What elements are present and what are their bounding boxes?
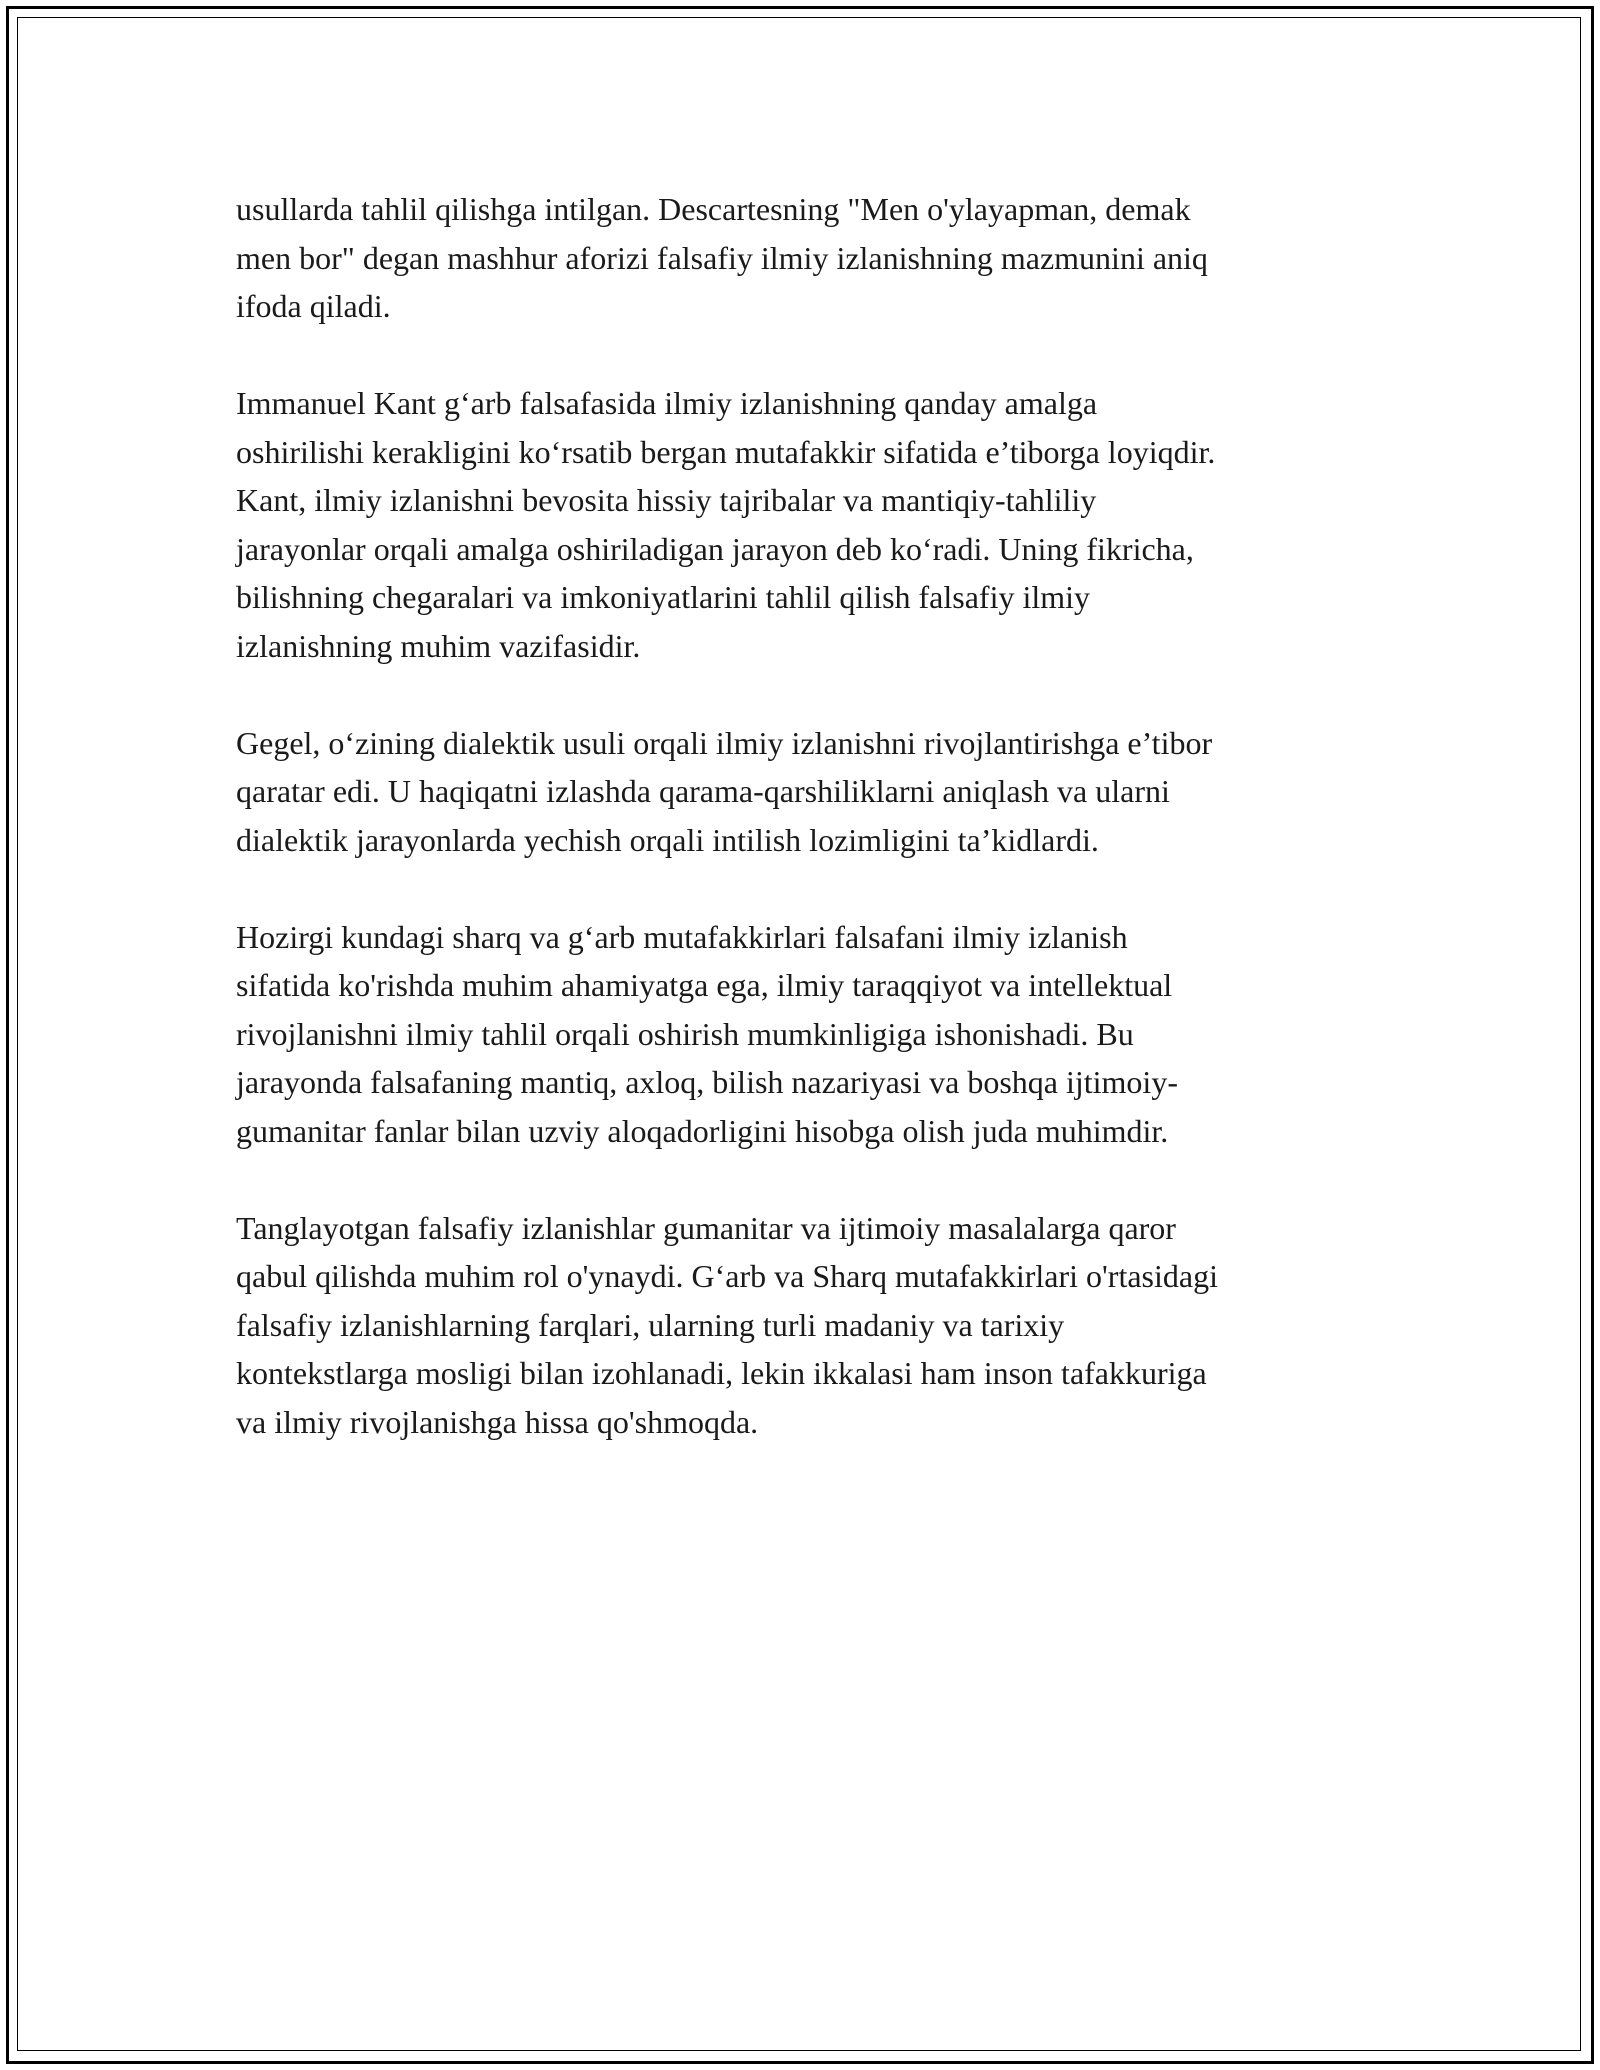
text-line: ifoda qiladi. — [236, 288, 391, 324]
text-line: jarayonda falsafaning mantiq, axloq, bilish nazariyasi va boshqa ijtimoiy- — [236, 1064, 1178, 1100]
text-line: oshirilishi kerakligini ko‘rsatib bergan mutafakkir sifatida e’tiborga loyiqdir. — [236, 433, 1216, 470]
text-line: usullarda tahlil qilishga intilgan. Descartesning "Men o'ylayapman, demak — [236, 191, 1191, 227]
text-line: izlanishning muhim vazifasidir. — [236, 627, 641, 664]
text-line: Hozirgi kundagi sharq va g‘arb mutafakkirlari falsafani ilmiy izlanish — [236, 918, 1128, 955]
text-line: dialektik jarayonlarda yechish orqali intilish lozimligini ta’kidlardi. — [236, 821, 1099, 858]
text-line: Kant, ilmiy izlanishni bevosita hissiy tajribalar va mantiqiy-tahliliy — [236, 482, 1097, 518]
text-line: jarayonlar orqali amalga oshiriladigan jarayon deb ko‘radi. Uning fikricha, — [236, 530, 1194, 567]
text-line: kontekstlarga mosligi bilan izohlanadi, lekin ikkalasi ham inson tafakkuriga — [236, 1355, 1207, 1391]
text-line: sifatida ko'rishda muhim ahamiyatga ega, ilmiy taraqqiyot va intellektual — [236, 967, 1173, 1003]
paragraph-descartes — [236, 185, 1386, 331]
text-line: gumanitar fanlar bilan uzviy aloqadorligini hisobga olish juda muhimdir. — [236, 1112, 1169, 1149]
paragraph-kant — [236, 379, 1386, 670]
text-line: va ilmiy rivojlanishga hissa qo'shmoqda. — [236, 1403, 759, 1440]
paragraph-hegel — [236, 719, 1386, 865]
text-line: falsafiy izlanishlarning farqlari, ularning turli madaniy va tarixiy — [236, 1306, 1065, 1343]
text-line: Immanuel Kant g‘arb falsafasida ilmiy izlanishning qanday amalga — [236, 385, 1098, 421]
text-line: qabul qilishda muhim rol o'ynaydi. G‘arb va Sharq mutafakkirlari o'rtasidagi — [236, 1258, 1218, 1294]
text-line: Gegel, o‘zining dialektik usuli orqali ilmiy izlanishni rivojlantirishga e’tibor — [236, 724, 1213, 761]
text-line: rivojlanishni ilmiy tahlil orqali oshirish mumkinligiga ishonishadi. Bu — [236, 1015, 1134, 1052]
text-line: bilishning chegaralari va imkoniyatlarini tahlil qilish falsafiy ilmiy — [236, 579, 1091, 615]
document-body — [236, 185, 1386, 1495]
text-line: qaratar edi. U haqiqatni izlashda qarama-qarshiliklarni aniqlash va ularni — [236, 773, 1170, 809]
paragraph-conclusion — [236, 1204, 1386, 1447]
text-line: men bor" degan mashhur aforizi falsafiy ilmiy izlanishning mazmunini aniq — [236, 239, 1208, 276]
paragraph-modern-thinkers — [236, 913, 1386, 1156]
text-line: Tanglayotgan falsafiy izlanishlar gumanitar va ijtimoiy masalalarga qaror — [236, 1209, 1176, 1246]
